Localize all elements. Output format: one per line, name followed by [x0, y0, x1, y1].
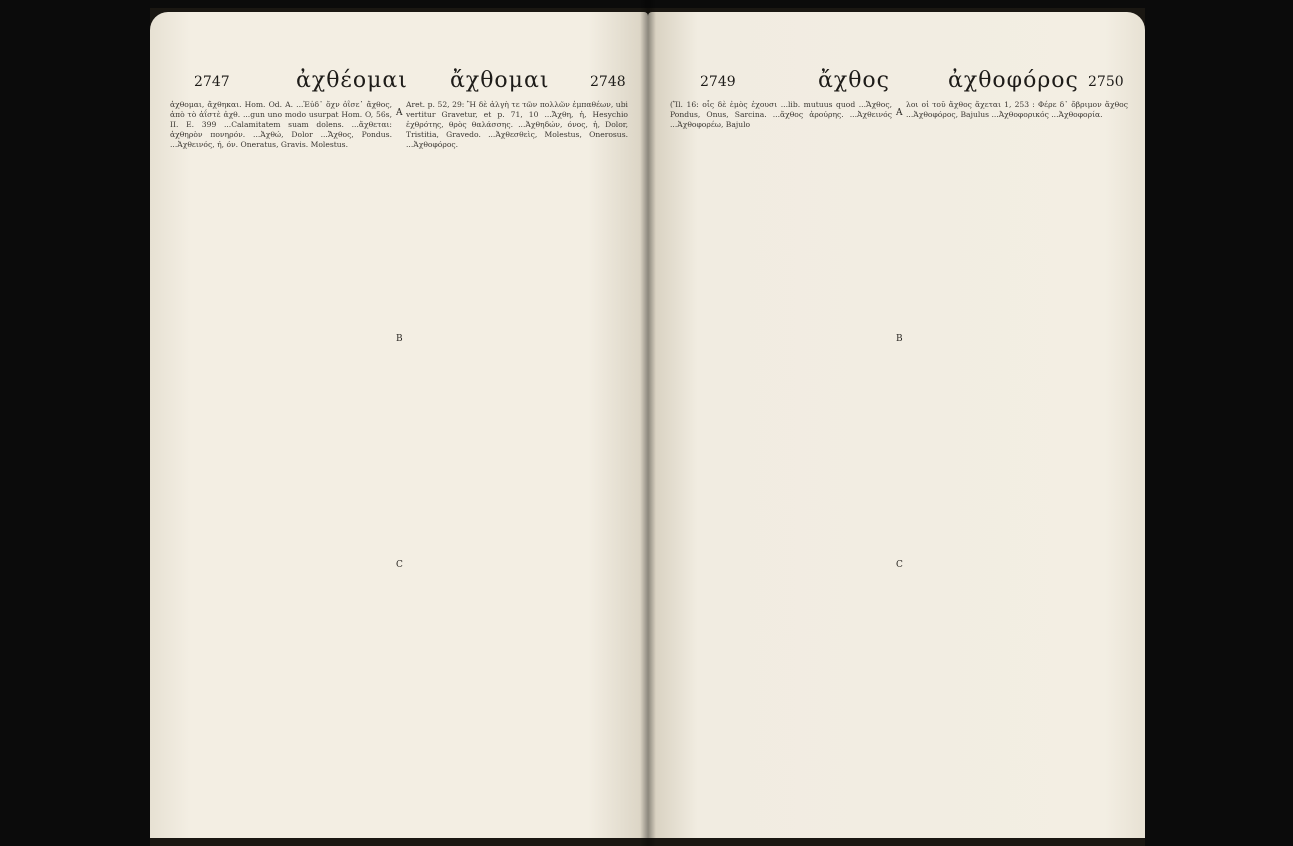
left-page	[150, 12, 648, 838]
page-number-2749: 2749	[700, 74, 736, 90]
headword-left-column: ἀχθέομαι	[296, 68, 408, 93]
page-number-2748: 2748	[590, 74, 626, 90]
margin-marker: B	[396, 334, 403, 344]
text-column	[906, 100, 1128, 825]
column-text: Aret. p. 52, 29: Ἢ δὲ ἀλγὴ τε τῶν πολλῶν ἐμπαθέων, ubi vertitur Gravetur, et p. 71, 10 ...Ἄχθη, ἡ, Hesychio ἐχθρότης, θρὸς θαλάσσης. ...Ἀχθηδών, όνος, ἡ, Dolor, Tristitia, Gravedo. ...Ἀχθεσθεὶς, Molestus, Onerosus. ...Ἀχθοφόρος.	[406, 100, 628, 150]
text-column	[670, 100, 892, 825]
text-column	[406, 100, 628, 825]
column-text: λοι οἱ τοῦ ἄχθος ἄχεται 1, 253 : Φέρε δ᾽ ὄβριμον ἄχθος ...Ἀχθοφόρος, Bajulus ...Ἀχθοφορικός ...Ἀχθοφορία.	[906, 100, 1128, 120]
column-text: ἀχθομαι, ἄχθηκαι. Hom. Od. A. ...Ἐὐδ᾽ ὄχν ὀΐσε᾽ ἄχθος, ἀπὸ τὸ ἀΐστὲ ἀχθ. ...gun uno modo usurpat Hom. O, 56s, II. E. 399 ...Calamitatem suam dolens. ...ἄχθεται: ἀχθηρὸν πονηρόν. ...Ἀχθώ, Dolor ...Ἄχθος, Pondus. ...Ἀχθεινός, ή, όν. Oneratus, Gravis. Molestus.	[170, 100, 392, 150]
text-column	[170, 100, 392, 825]
margin-marker: B	[896, 334, 903, 344]
margin-marker: C	[396, 560, 403, 570]
column-text: (Ἴl. 16: οἷς δὲ ἐμὸς ἐχουσι ...lib. mutuus quod ...Ἄχθος, Pondus, Onus, Sarcina. ...ἄχθος ἀρούρης. ...Ἀχθεινός ...Ἀχθοφορέω, Bajulo	[670, 100, 892, 130]
headword-left-column: ἄχθος	[818, 68, 890, 93]
margin-marker: A	[896, 108, 903, 118]
margin-marker: A	[396, 108, 403, 118]
book-gutter	[640, 0, 656, 846]
margin-marker: C	[896, 560, 903, 570]
page-number-2747: 2747	[194, 74, 230, 90]
page-number-2750: 2750	[1088, 74, 1124, 90]
right-page	[648, 12, 1145, 838]
headword-right-column: ἀχθοφόρος	[948, 68, 1079, 93]
headword-right-column: ἄχθομαι	[450, 68, 550, 93]
